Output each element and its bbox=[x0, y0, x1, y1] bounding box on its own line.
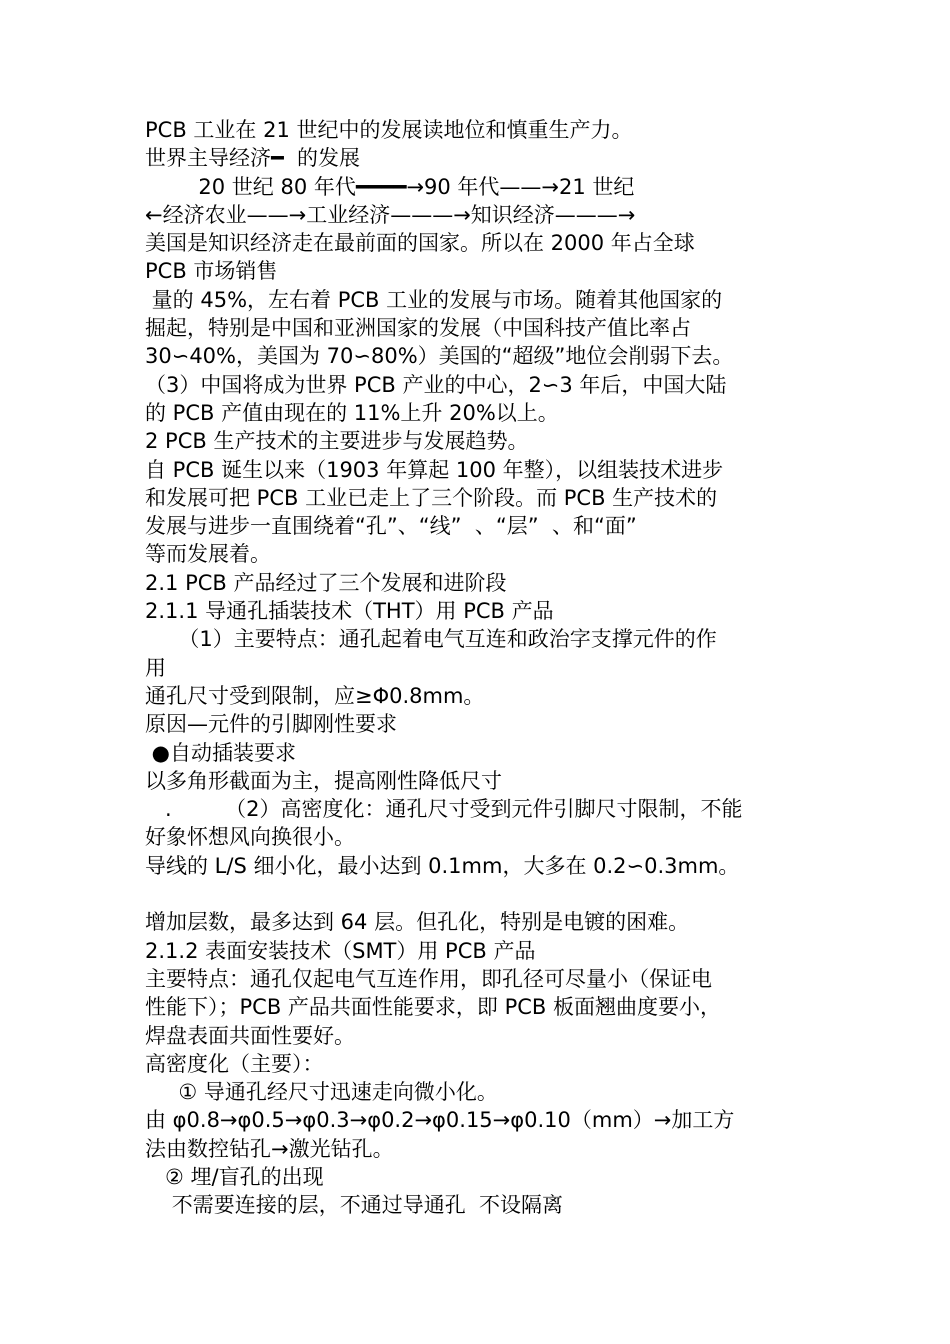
text-line: 以多角形截面为主，提高刚性降低尺寸 bbox=[145, 768, 502, 793]
text-line: 用 bbox=[145, 655, 166, 680]
text-line: 导线的 L/S 细小化，最小达到 0.1mm，大多在 0.2∽0.3mm。 bbox=[145, 853, 740, 878]
text-line: 高密度化（主要）： bbox=[145, 1051, 324, 1076]
text-line: 世界主导经济━ 的发展 bbox=[145, 146, 360, 171]
text-line: （3）中国将成为世界 PCB 产业的中心，2∽3 年后，中国大陆 bbox=[145, 372, 727, 397]
text-line: ←经济农业——→工业经济———→知识经济———→ bbox=[145, 202, 636, 227]
text-line: PCB 市场销售 bbox=[145, 259, 278, 284]
text-line: 2.1 PCB 产品经过了三个发展和进阶段 bbox=[145, 570, 507, 595]
blank-line bbox=[145, 880, 845, 908]
text-line: 通孔尺寸受到限制，应≥Φ0.8mm。 bbox=[145, 683, 485, 708]
text-line: 掘起，特别是中国和亚洲国家的发展（中国科技产值比率占 bbox=[145, 316, 691, 341]
text-line: （1）主要特点：通孔起着电气互连和政治字支撑元件的作 bbox=[145, 627, 717, 652]
text-line: 和发展可把 PCB 工业已走上了三个阶段。而 PCB 生产技术的 bbox=[145, 485, 718, 510]
text-line: 由 φ0.8→φ0.5→φ0.3→φ0.2→φ0.15→φ0.10（mm）→加工方 bbox=[145, 1108, 735, 1133]
text-line: 2.1.2 表面安装技术（SMT）用 PCB 产品 bbox=[145, 938, 536, 963]
text-line: 30∽40%，美国为 70∽80%）美国的“超级”地位会削弱下去。 bbox=[145, 344, 734, 369]
text-line: 美国是知识经济走在最前面的国家。所以在 2000 年占全球 bbox=[145, 231, 695, 256]
text-line: 不需要连接的层，不通过导通孔 不设隔离 bbox=[145, 1193, 564, 1218]
text-line: 的 PCB 产值由现在的 11%上升 20%以上。 bbox=[145, 400, 559, 425]
text-line: 发展与进步一直围绕着“孔”、“线” 、“层” 、和“面” bbox=[145, 514, 637, 539]
text-line: 等而发展着。 bbox=[145, 542, 271, 567]
document-body bbox=[145, 116, 845, 1220]
text-line: 焊盘表面共面性要好。 bbox=[145, 1023, 355, 1048]
text-line: 20 世纪 80 年代━━━━→90 年代——→21 世纪 bbox=[145, 174, 635, 199]
text-line: 自 PCB 诞生以来（1903 年算起 100 年整），以组装技术进步 bbox=[145, 457, 724, 482]
text-line: 主要特点：通孔仅起电气互连作用，即孔径可尽量小（保证电 bbox=[145, 966, 712, 991]
text-line: 好象怀想风向换很小。 bbox=[145, 825, 355, 850]
text-line: PCB 工业在 21 世纪中的发展读地位和慎重生产力。 bbox=[145, 118, 633, 142]
text-line: ② 埋/盲孔的出现 bbox=[145, 1164, 324, 1189]
text-line: 增加层数，最多达到 64 层。但孔化，特别是电镀的困难。 bbox=[145, 910, 690, 935]
text-line: 量的 45%，左右着 PCB 工业的发展与市场。随着其他国家的 bbox=[145, 287, 723, 312]
text-line: ●自动插装要求 bbox=[145, 740, 296, 765]
text-line: 原因—元件的引脚刚性要求 bbox=[145, 712, 397, 737]
text-line: 性能下）；PCB 产品共面性能要求，即 PCB 板面翘曲度要小， bbox=[145, 995, 721, 1020]
text-line: 2.1.1 导通孔插装技术（THT）用 PCB 产品 bbox=[145, 599, 554, 624]
text-line: . （2）高密度化：通孔尺寸受到元件引脚尺寸限制，不能 bbox=[145, 797, 743, 822]
text-line: ① 导通孔经尺寸迅速走向微小化。 bbox=[145, 1080, 498, 1105]
text-line: 2 PCB 生产技术的主要进步与发展趋势。 bbox=[145, 429, 529, 454]
text-line: 法由数控钻孔→激光钻孔。 bbox=[145, 1136, 394, 1161]
